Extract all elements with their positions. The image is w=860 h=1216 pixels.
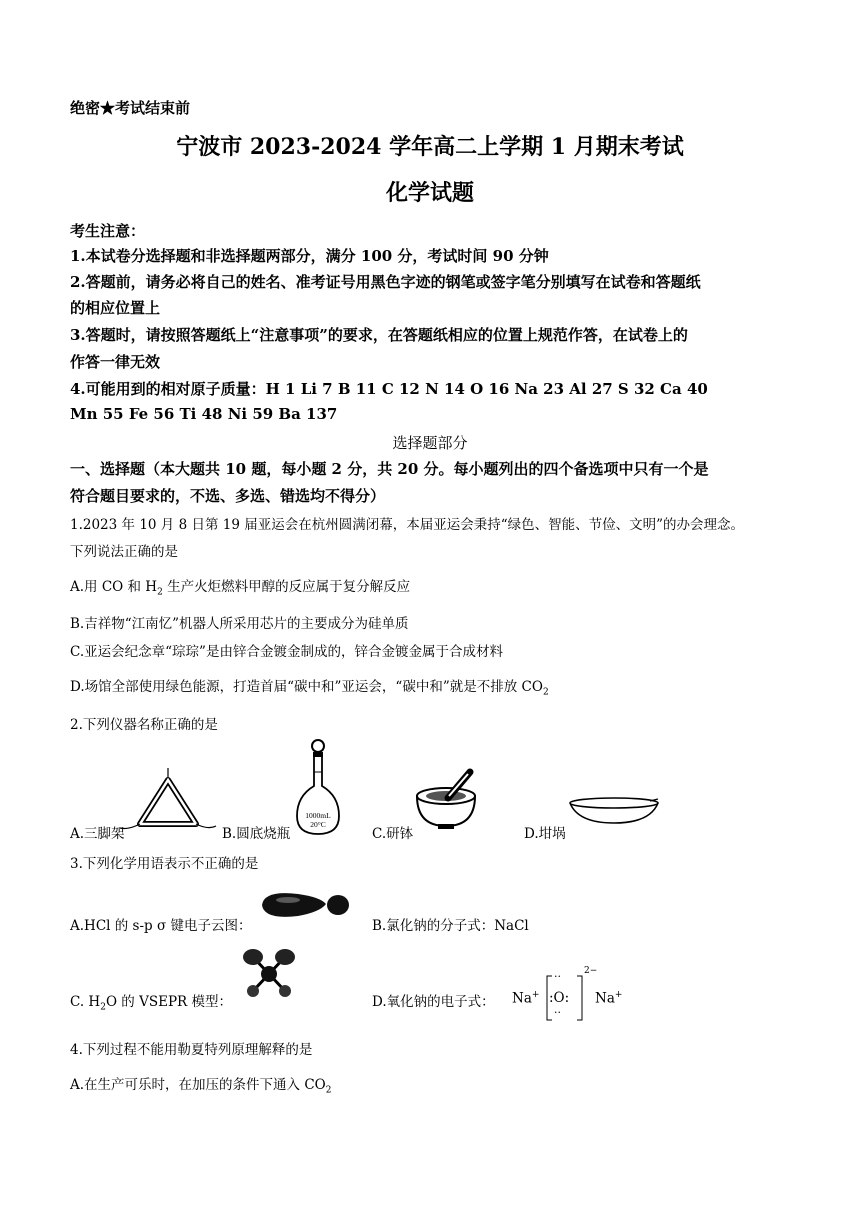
flask-figure <box>293 738 343 838</box>
notice-line-3a: 3.答题时，请按照答题纸上“注意事项”的要求，在答题纸相应的位置上规范作答，在试卷上的 <box>70 326 688 344</box>
section-heading-b: 符合题目要求的，不选、多选、错选均不得分） <box>70 487 386 505</box>
flask-label-1: 1000mL <box>305 811 331 820</box>
q4-stem: 4.下列过程不能用勒夏特列原理解释的是 <box>70 1042 313 1058</box>
q1-option-b: B.吉祥物“江南忆”机器人所采用芯片的主要成分为硅单质 <box>70 616 409 632</box>
electron-dots-top: ·· <box>554 970 561 983</box>
q1-stem-b: 下列说法正确的是 <box>70 544 178 560</box>
electron-dots-bottom: ·· <box>554 1006 561 1019</box>
exam-title: 宁波市 2023-2024 学年高二上学期 1 月期末考试 <box>176 134 684 160</box>
notice-line-1: 1.本试卷分选择题和非选择题两部分，满分 100 分，考试时间 90 分钟 <box>70 247 549 265</box>
mortar-figure <box>414 768 480 830</box>
dish-figure <box>568 796 660 826</box>
electron-formula-na-left <box>512 990 539 1007</box>
q4-option-a-pre: A.在生产可乐时，在加压的条件下通入 CO <box>70 1077 326 1093</box>
q1-option-d-sub: 2 <box>542 687 549 698</box>
notice-line-2a: 2.答题前，请务必将自己的姓名、准考证号用黑色字迹的钢笔或签字笔分别填写在试卷和答题纸 <box>70 273 701 291</box>
notice-line-4b: Mn 55 Fe 56 Ti 48 Ni 59 Ba 137 <box>70 405 338 423</box>
q3-option-b: B.氯化钠的分子式：NaCl <box>372 918 529 934</box>
q3-option-c-sub: 2 <box>100 1002 106 1013</box>
q3-stem: 3.下列化学用语表示不正确的是 <box>70 856 259 872</box>
q1-stem-a: 1.2023 年 10 月 8 日第 19 届亚运会在杭州圆满闭幕，本届亚运会秉持“绿色、智能、节俭、文明”的办会理念。 <box>70 517 745 533</box>
vsepr-model-figure <box>240 946 298 1002</box>
na-left-charge: + <box>531 990 540 1000</box>
notice-heading: 考生注意： <box>70 222 146 240</box>
na-left: Na <box>512 990 532 1007</box>
q2-stem: 2.下列仪器名称正确的是 <box>70 717 218 733</box>
q1-option-d-pre: D.场馆全部使用绿色能源，打造首届“碳中和”亚运会，“碳中和”就是不排放 CO <box>70 679 543 695</box>
q3-option-c <box>70 990 232 1013</box>
q2-option-d: D.坩埚 <box>524 826 566 842</box>
electron-formula-na-right <box>595 990 622 1007</box>
section-heading-a: 一、选择题（本大题共 10 题，每小题 2 分，共 20 分。每小题列出的四个备选项中只有一个是 <box>70 460 709 478</box>
q1-option-a-pre: A.用 CO 和 H <box>70 579 158 595</box>
s-p-orbital-figure <box>258 888 350 924</box>
q2-option-b: B.圆底烧瓶 <box>222 826 291 842</box>
q2-option-a: A.三脚架 <box>70 826 125 842</box>
na-right: Na <box>595 990 615 1007</box>
notice-line-4a: 4.可能用到的相对原子质量：H 1 Li 7 B 11 C 12 N 14 O 16 Na 23 Al 27 S 32 Ca 40 <box>70 380 708 398</box>
q1-option-c: C.亚运会纪念章“琮琮”是由锌合金镀金制成的，锌合金镀金属于合成材料 <box>70 644 503 660</box>
q3-option-a: A.HCl 的 s-p σ 键电子云图： <box>70 918 252 934</box>
q4-option-a <box>70 1073 331 1096</box>
q3-option-d: D.氧化钠的电子式： <box>372 994 495 1010</box>
notice-line-3b: 作答一律无效 <box>70 353 161 371</box>
notice-line-2b: 的相应位置上 <box>70 299 161 317</box>
q3-option-c-pre: C. H <box>70 994 101 1010</box>
section-part-title: 选择题部分 <box>392 434 468 452</box>
q4-option-a-sub: 2 <box>325 1085 332 1096</box>
electron-oxygen: :O: <box>549 990 570 1006</box>
exam-subtitle: 化学试题 <box>385 180 474 206</box>
q1-option-a <box>70 575 410 598</box>
na-right-charge: + <box>614 990 623 1000</box>
q2-option-c: C.研钵 <box>372 826 414 842</box>
flask-label-2: 20°C <box>310 820 326 829</box>
q3-option-c-post: O 的 VSEPR 模型： <box>105 994 232 1010</box>
q1-option-d <box>70 675 549 698</box>
oxide-charge: 2− <box>584 966 598 976</box>
q1-option-a-sub: 2 <box>157 587 163 598</box>
q1-option-a-post: 生产火炬燃料甲醇的反应属于复分解反应 <box>162 579 411 595</box>
confidential-mark: 绝密★考试结束前 <box>70 99 191 117</box>
triangle-figure <box>118 768 218 838</box>
